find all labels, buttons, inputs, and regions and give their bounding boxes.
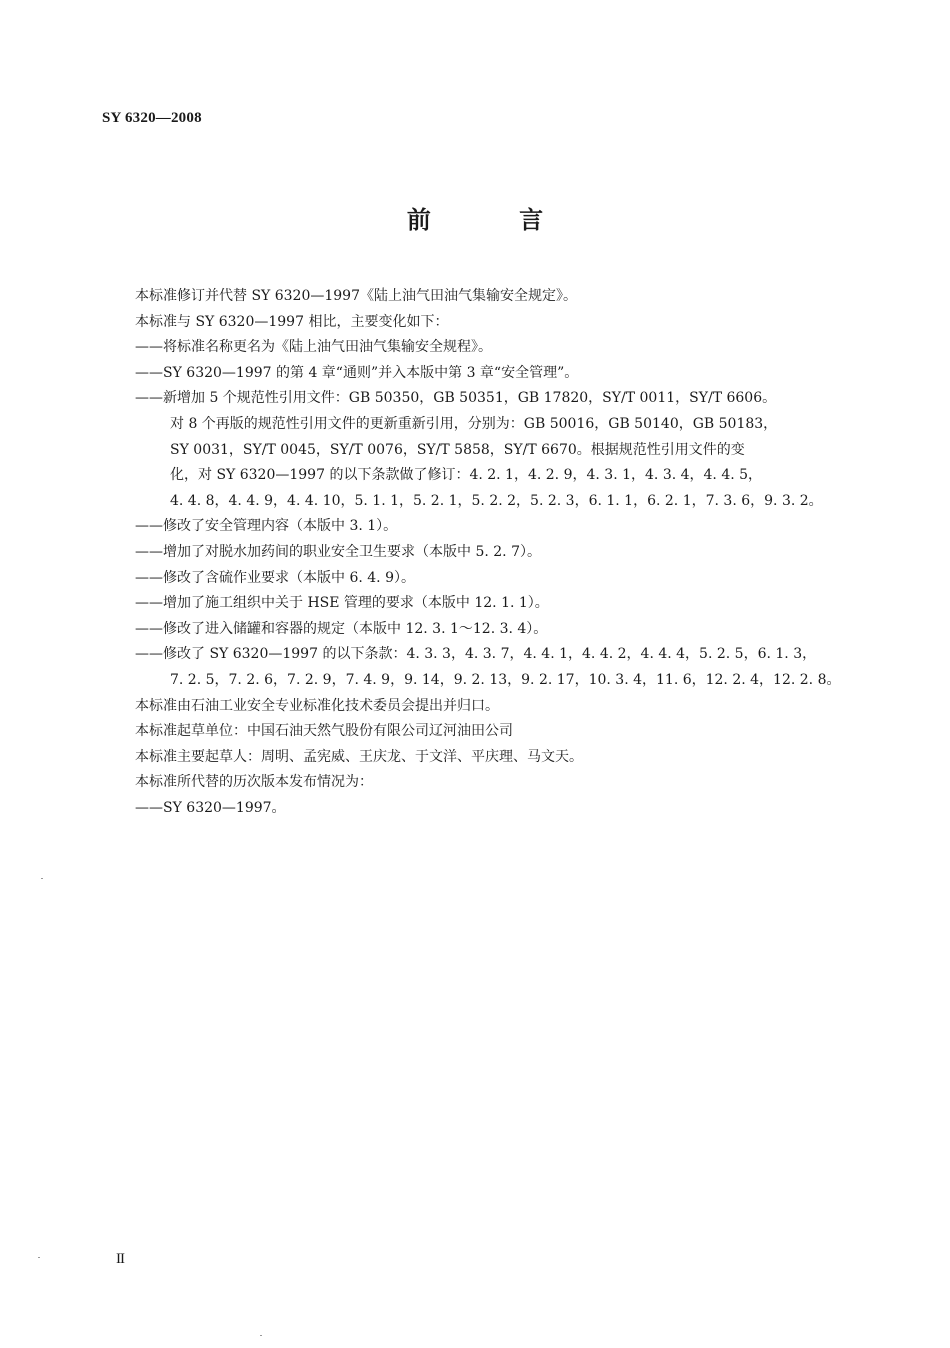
list-item-continuation: 7. 2. 5，7. 2. 6，7. 2. 9，7. 4. 9，9. 14，9. 2. 13，9. 2. 17，10. 3. 4，11. 6，12. 2. 4，12. 2. 8。: [170, 671, 841, 688]
list-item-continuation: 化，对 SY 6320—1997 的以下条款做了修订：4. 2. 1，4. 2. 9，4. 3. 1，4. 3. 4，4. 4. 5，: [170, 467, 763, 484]
scan-speck: [260, 1335, 262, 1336]
list-item: ——SY 6320—1997。: [135, 799, 286, 816]
scan-speck: [41, 878, 43, 879]
paragraph: 本标准起草单位：中国石油天然气股份有限公司辽河油田公司: [135, 723, 513, 740]
paragraph: 本标准修订并代替 SY 6320—1997《陆上油气田油气集输安全规定》。: [135, 288, 577, 304]
list-item-continuation: 4. 4. 8，4. 4. 9，4. 4. 10，5. 1. 1，5. 2. 1，5. 2. 2，5. 2. 3，6. 1. 1，6. 2. 1，7. 3. 6，9. 3. 2。: [170, 492, 823, 509]
list-item: ——修改了 SY 6320—1997 的以下条款：4. 3. 3，4. 3. 7，4. 4. 1，4. 4. 2，4. 4. 4，5. 2. 5，6. 1. 3，: [135, 646, 817, 663]
paragraph: 本标准由石油工业安全专业标准化技术委员会提出并归口。: [135, 697, 499, 714]
list-item: ——增加了对脱水加药间的职业安全卫生要求（本版中 5. 2. 7）。: [135, 543, 541, 560]
list-item: ——修改了安全管理内容（本版中 3. 1）。: [135, 518, 398, 535]
foreword-body: [135, 284, 840, 821]
list-item: ——增加了施工组织中关于 HSE 管理的要求（本版中 12. 1. 1）。: [135, 595, 549, 612]
list-item: ——修改了含硫作业要求（本版中 6. 4. 9）。: [135, 569, 415, 586]
page-number: II: [116, 1251, 124, 1267]
paragraph: 本标准所代替的历次版本发布情况为：: [135, 774, 373, 791]
list-item-continuation: SY 0031，SY/T 0045，SY/T 0076，SY/T 5858，SY/T 6670。根据规范性引用文件的变: [170, 441, 745, 458]
list-item-continuation: 对 8 个再版的规范性引用文件的更新重新引用，分别为：GB 50016，GB 50140，GB 50183，: [170, 415, 778, 432]
list-item: ——将标准名称更名为《陆上油气田油气集输安全规程》。: [135, 339, 492, 356]
list-item: ——SY 6320—1997 的第 4 章“通则”并入本版中第 3 章“安全管理”。: [135, 364, 579, 381]
list-item: ——新增加 5 个规范性引用文件：GB 50350，GB 50351，GB 17820，SY/T 0011，SY/T 6606。: [135, 390, 777, 407]
list-item: ——修改了进入储罐和容器的规定（本版中 12. 3. 1～12. 3. 4）。: [135, 620, 548, 637]
document-code: SY 6320—2008: [102, 110, 202, 126]
section-title: 前 言: [406, 206, 584, 234]
scan-speck: [38, 1257, 40, 1258]
paragraph: 本标准主要起草人：周明、孟宪威、王庆龙、于文洋、平庆理、马文天。: [135, 748, 583, 765]
paragraph: 本标准与 SY 6320—1997 相比，主要变化如下：: [135, 313, 449, 330]
